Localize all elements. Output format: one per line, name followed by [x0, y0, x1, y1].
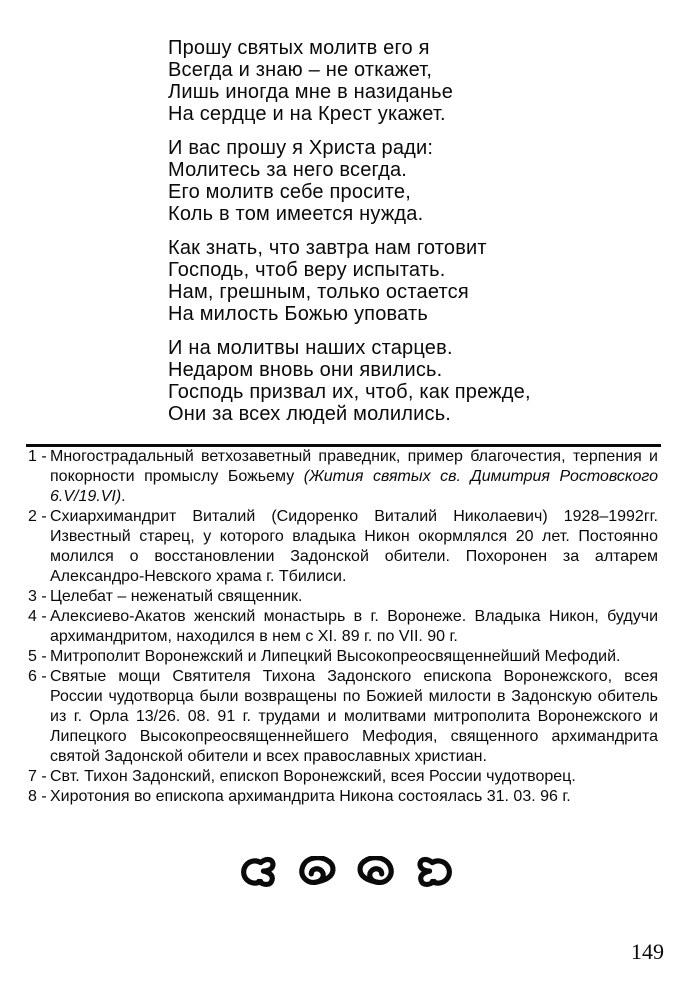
poem-line: Они за всех людей молились. [168, 403, 452, 425]
footnote-text: Схиархимандрит Виталий (Сидоренко Виталий Николаевич) 1928–1992гг. Известный старец, у которого владыка Никон окормлялся 20 лет. Постоянно молился о восстановлении Задонской обители. Похоронен за алтарем Александро-Невского храма г. Тбилиси. [50, 508, 658, 585]
footnote-text: Святые мощи Святителя Тихона Задонского епископа Воронежского, всея России чудотворца были возвращены по Божией милости в Задонскую обитель из г. Орла 13/26. 08. 91 г. трудами и молитвами митрополита Воронежского и Липецкого Высокопреосвященнейшего Мефодия, священного архимандрита святой Задонской обители и всех православных христиан. [50, 668, 658, 765]
footnote-item-3 [28, 587, 658, 607]
footnote-text: Свт. Тихон Задонский, епископ Воронежский, всея России чудотворец. [50, 768, 576, 785]
footnote-item-8 [28, 787, 658, 807]
fleuron-loop-left-icon [294, 856, 338, 888]
footnote-item-5 [28, 647, 658, 667]
footnote-text: Многострадальный ветхозаветный праведник, пример благочестия, терпения и покорности промыслу Божьему (Жития святых св. Димитрия Ростовского 6.V/19.VI). [50, 448, 658, 505]
poem-stanza-4 [168, 337, 598, 425]
footnote-number: 2 - [28, 508, 47, 525]
ornament-row [0, 856, 692, 888]
poem-line: Недаром вновь они явились. [168, 359, 443, 381]
poem-line: Лишь иногда мне в назиданье [168, 81, 454, 103]
footnote-number: 5 - [28, 648, 47, 665]
footnote-number: 6 - [28, 668, 47, 685]
poem-stanza-2 [168, 137, 598, 225]
footnote-text: Хиротония во епископа архимандрита Никона состоялась 31. 03. 96 г. [50, 788, 571, 805]
poem-line: Господь, чтоб веру испытать. [168, 259, 446, 281]
footnote-item-1 [28, 447, 658, 507]
footnote-number: 7 - [28, 768, 47, 785]
fleuron-loop-right-icon [355, 856, 399, 888]
poem-line: Нам, грешным, только остается [168, 281, 469, 303]
footnote-text: Митрополит Воронежский и Липецкий Высокопреосвященнейший Мефодий. [50, 648, 621, 665]
poem-line: Господь призвал их, чтоб, как прежде, [168, 381, 531, 403]
footnote-number: 3 - [28, 588, 47, 605]
footnotes [28, 447, 658, 807]
poem-line: Прошу святых молитв его я [168, 37, 430, 59]
poem-line: Коль в том имеется нужда. [168, 203, 424, 225]
footnote-item-2 [28, 507, 658, 587]
poem-line: На сердце и на Крест укажет. [168, 103, 446, 125]
footnote-item-6 [28, 667, 658, 767]
poem-line: Его молитв себе просите, [168, 181, 411, 203]
footnote-text: Алексиево-Акатов женский монастырь в г. Воронеже. Владыка Никон, будучи архимандритом, находился в нем с XI. 89 г. по VII. 90 г. [50, 608, 658, 645]
poem-line: Как знать, что завтра нам готовит [168, 237, 487, 259]
footnote-number: 1 - [28, 448, 47, 465]
page-number: 149 [631, 939, 664, 964]
poem-line: И на молитвы наших старцев. [168, 337, 453, 359]
poem-stanza-3 [168, 237, 598, 325]
poem-line: И вас прошу я Христа ради: [168, 137, 434, 159]
poem-line: Молитесь за него всегда. [168, 159, 408, 181]
poem-line: На милость Божью уповать [168, 303, 428, 325]
footnote-item-4 [28, 607, 658, 647]
poem-stanza-1 [168, 37, 598, 125]
footnote-item-7 [28, 767, 658, 787]
poem-line: Всегда и знаю – не откажет, [168, 59, 433, 81]
footnote-number: 4 - [28, 608, 47, 625]
poem [168, 37, 598, 437]
footnote-text: Целебат – неженатый священник. [50, 588, 303, 605]
fleuron-open-right-icon [416, 856, 460, 888]
fleuron-open-left-icon [233, 856, 277, 888]
footnote-number: 8 - [28, 788, 47, 805]
